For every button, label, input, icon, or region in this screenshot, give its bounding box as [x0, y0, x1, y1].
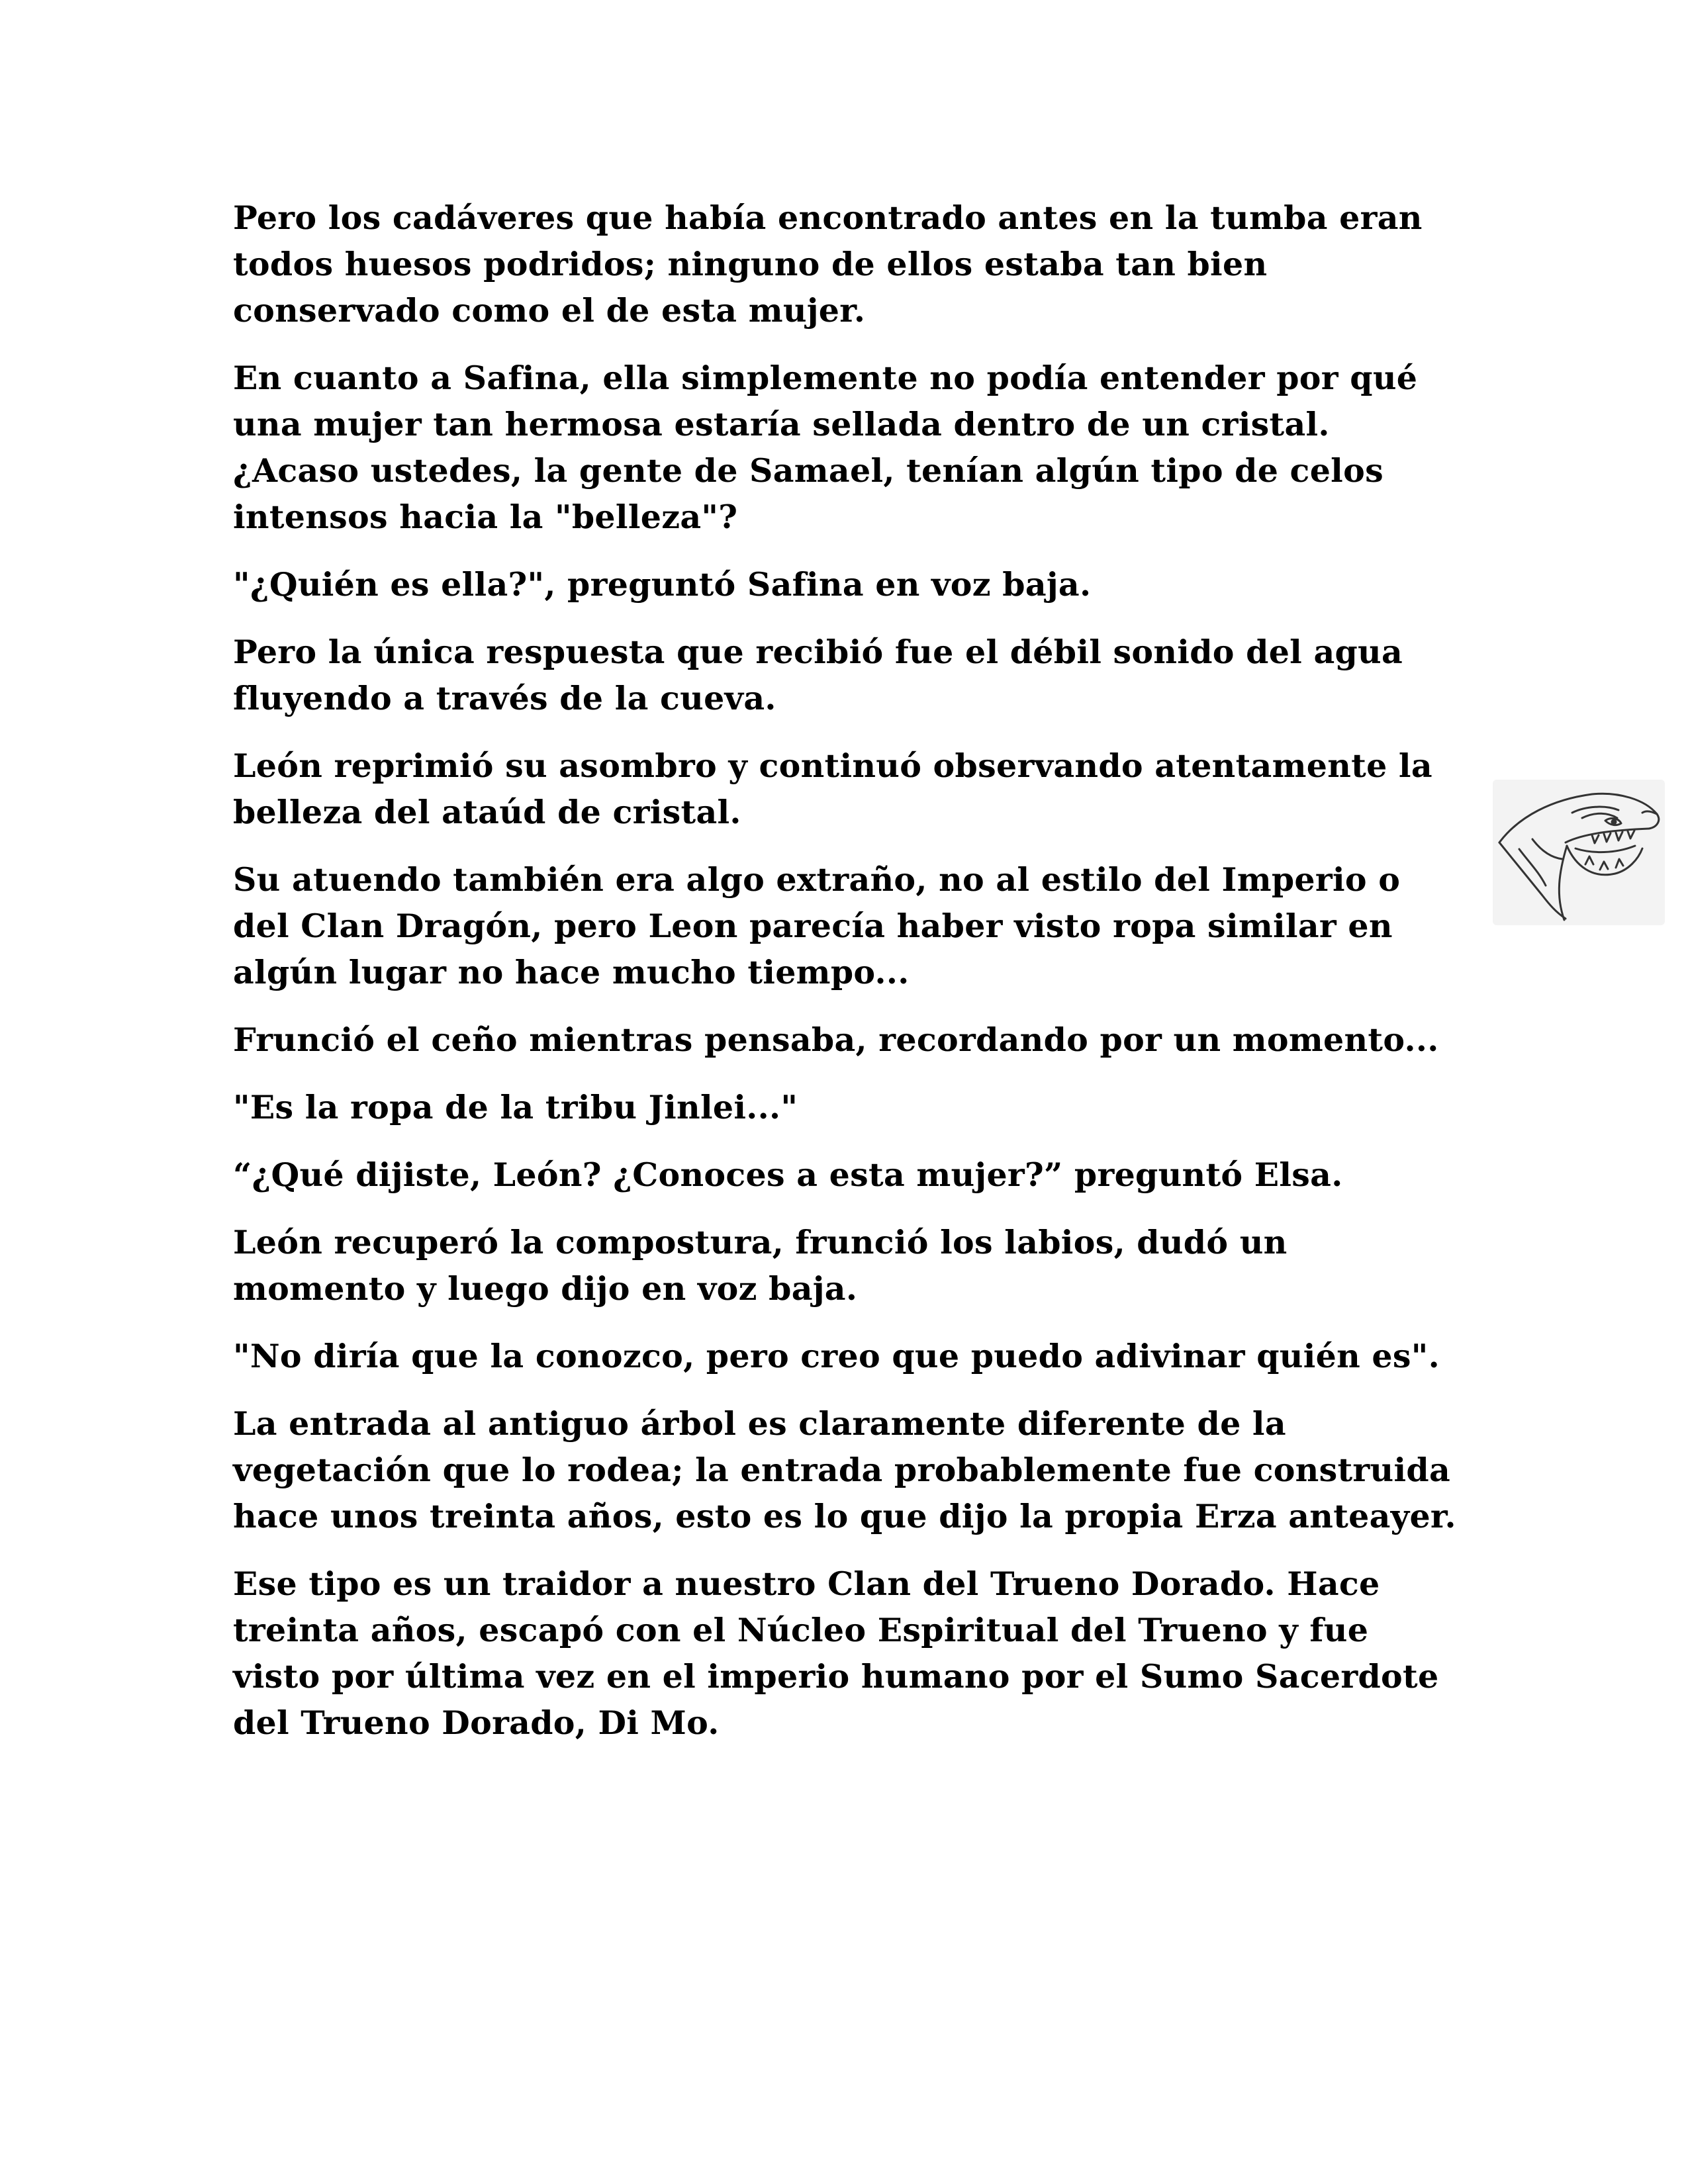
paragraph: León recuperó la compostura, frunció los labios, dudó un momento y luego dijo en voz baja. — [233, 1223, 1288, 1308]
paragraph: León reprimió su asombro y continuó observando atentamente la belleza del ataúd de cristal. — [233, 747, 1432, 831]
paragraph: Pero la única respuesta que recibió fue el débil sonido del agua fluyendo a través de la cueva. — [233, 633, 1403, 717]
paragraph: Frunció el ceño mientras pensaba, recordando por un momento... — [233, 1021, 1439, 1059]
paragraph: En cuanto a Safina, ella simplemente no podía entender por qué una mujer tan hermosa estaría sellada dentro de un cristal. ¿Acaso ustedes, la gente de Samael, tenían algún tipo de celos intensos hacia la "belleza"? — [233, 359, 1418, 536]
paragraph: "Es la ropa de la tribu Jinlei..." — [233, 1088, 798, 1126]
body-text — [233, 195, 1464, 1767]
paragraph: Ese tipo es un traidor a nuestro Clan del Trueno Dorado. Hace treinta años, escapó con el Núcleo Espiritual del Trueno y fue visto por última vez en el imperio humano por el Sumo Sacerdote del Trueno Dorado, Di Mo. — [233, 1565, 1439, 1742]
paragraph: “¿Qué dijiste, León? ¿Conoces a esta mujer?” preguntó Elsa. — [233, 1156, 1343, 1194]
paragraph: "No diría que la conozco, pero creo que puedo adivinar quién es". — [233, 1337, 1440, 1375]
paragraph: "¿Quién es ella?", preguntó Safina en voz baja. — [233, 565, 1092, 604]
dinosaur-head-sketch-icon — [1493, 780, 1665, 925]
paragraph: La entrada al antiguo árbol es claramente diferente de la vegetación que lo rodea; la entrada probablemente fue construida hace unos treinta años, esto es lo que dijo la propia Erza anteayer. — [233, 1404, 1456, 1535]
paragraph: Su atuendo también era algo extraño, no al estilo del Imperio o del Clan Dragón, pero Leon parecía haber visto ropa similar en algún lugar no hace mucho tiempo... — [233, 860, 1401, 991]
paragraph: Pero los cadáveres que había encontrado antes en la tumba eran todos huesos podridos; ninguno de ellos estaba tan bien conservado como el de esta mujer. — [233, 199, 1423, 330]
